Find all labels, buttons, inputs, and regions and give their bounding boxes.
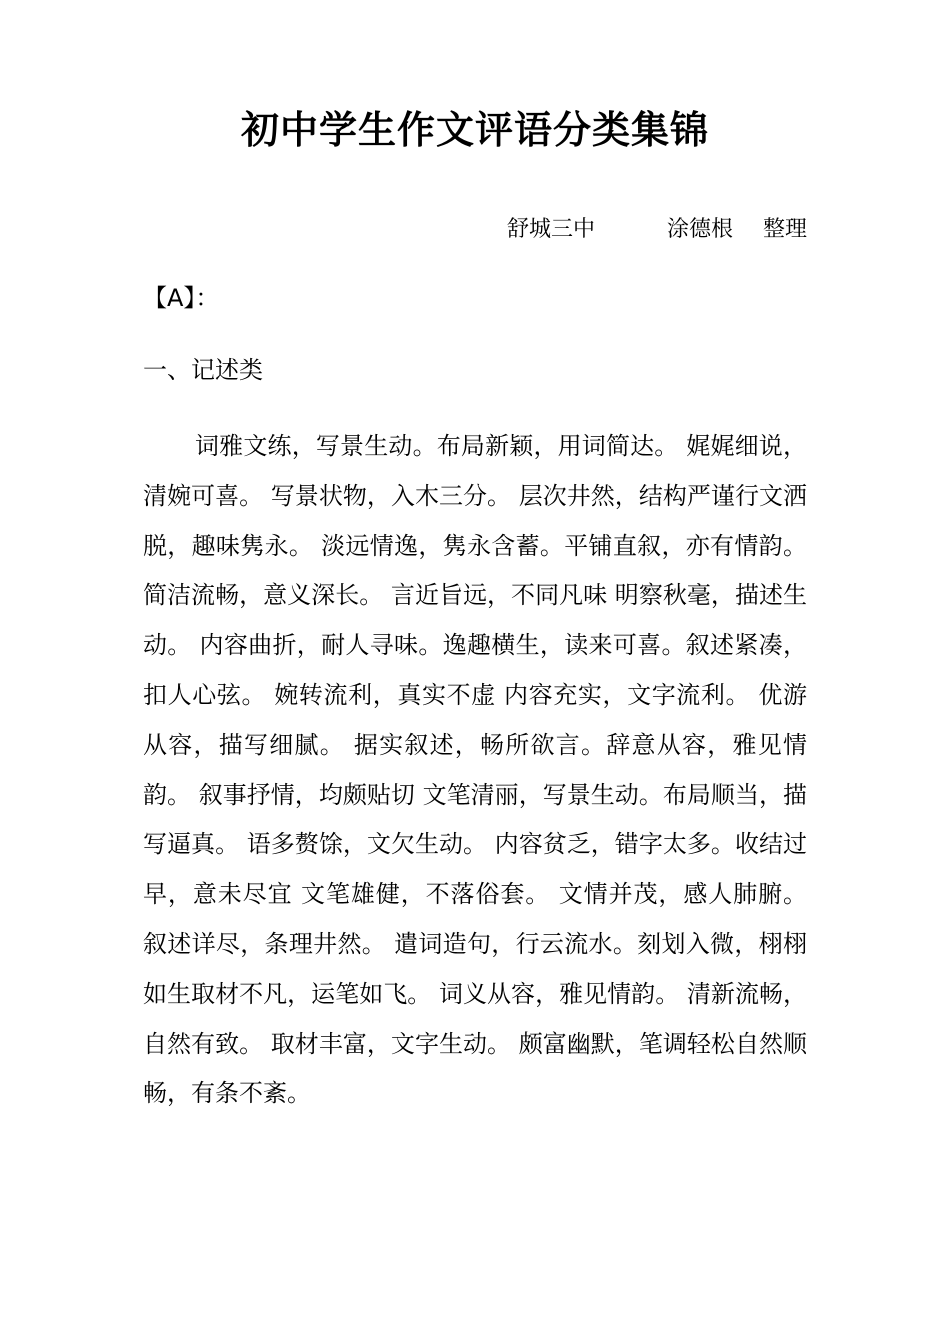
author-name: 涂德根: [666, 217, 733, 242]
document-title: 初中学生作文评语分类集锦: [240, 108, 709, 152]
category-heading: 一、记述类: [143, 356, 263, 384]
author-school: 舒城三中: [506, 217, 595, 242]
section-label: 【A】：: [143, 284, 220, 312]
author-line: [507, 214, 807, 246]
author-role: 整理: [762, 217, 807, 242]
body-paragraph: 词雅文练，写景生动。布局新颖，用词简达。 娓娓细说，清婉可喜。 写景状物，入木三分。 层次井然，结构严谨行文洒脱，趣味隽永。 淡远情逸，隽永含蓄。平铺直叙，亦有情韵。 简洁流畅，意义深长。 言近旨远，不同凡味 明察秋毫，描述生动。 内容曲折，耐人寻味。逸趣横生，读来可喜。叙述紧凑，扣人心弦。 婉转流利，真实不虚 内容充实，文字流利。 优游从容，描写细腻。 据实叙述，畅所欲言。辞意从容，雅见情韵。 叙事抒情，均颇贴切 文笔清丽，写景生动。布局顺当，描写逼真。 语多赘馀，文欠生动。 内容贫乏，错字太多。收结过早，意未尽宜 文笔雄健，不落俗套。 文情并茂，感人肺腑。 叙述详尽，条理井然。 遣词造句，行云流水。刻划入微，栩栩如生取材不凡，运笔如飞。 词义从容，雅见情韵。 清新流畅，自然有致。 取材丰富，文字生动。 颇富幽默，笔调轻松自然顺畅，有条不紊。: [143, 432, 807, 1108]
